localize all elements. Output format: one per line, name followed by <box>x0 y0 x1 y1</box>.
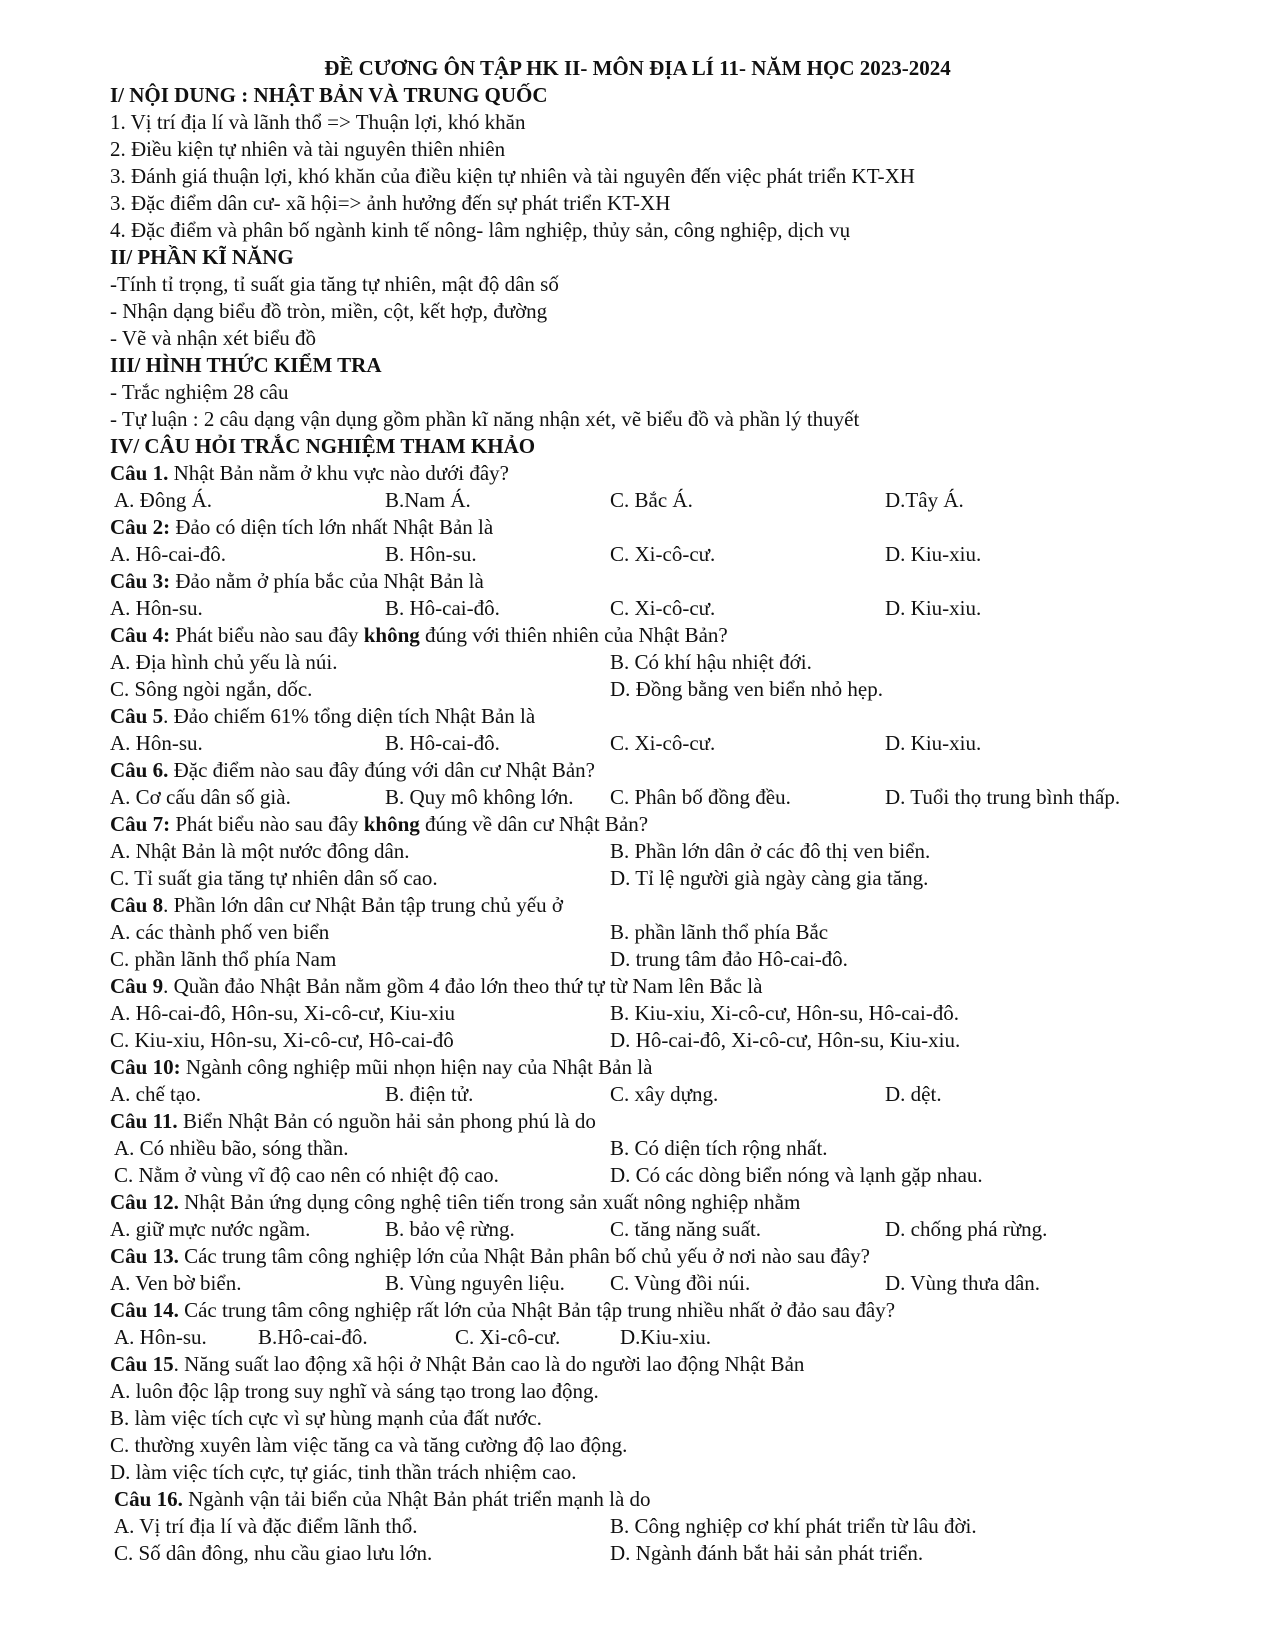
question-text: Ngành công nghiệp mũi nhọn hiện nay của Nhật Bản là <box>180 1055 653 1079</box>
option-c: C. xây dựng. <box>610 1082 719 1106</box>
option-b: B. Hôn-su. <box>385 542 477 566</box>
page-title: ĐỀ CƯƠNG ÔN TẬP HK II- MÔN ĐỊA LÍ 11- NĂM HỌC 2023-2024 <box>324 56 951 80</box>
exam-format-item: - Tự luận : 2 câu dạng vận dụng gồm phần kĩ năng nhận xét, vẽ biểu đồ và phần lý thuyết <box>110 407 860 431</box>
answer-options <box>110 784 1260 811</box>
option-a: A. Có nhiều bão, sóng thần. <box>114 1136 349 1160</box>
question-text: Đảo nằm ở phía bắc của Nhật Bản là <box>170 569 484 593</box>
question-emphasis: không <box>363 812 420 836</box>
question-emphasis: không <box>363 623 420 647</box>
section-heading-content: I/ NỘI DUNG : NHẬT BẢN VÀ TRUNG QUỐC <box>110 83 548 107</box>
question-1 <box>110 460 1260 487</box>
content-item: 1. Vị trí địa lí và lãnh thổ => Thuận lợi, khó khăn <box>110 110 526 134</box>
option-b: B. Có diện tích rộng nhất. <box>610 1136 828 1160</box>
question-label: Câu 13. <box>110 1244 179 1268</box>
option-c: C. Xi-cô-cư. <box>610 596 716 620</box>
answer-options <box>110 1270 1260 1297</box>
option-b: B. Công nghiệp cơ khí phát triển từ lâu đời. <box>610 1514 977 1538</box>
question-label: Câu 11. <box>110 1109 178 1133</box>
content-item: 4. Đặc điểm và phân bố ngành kinh tế nông- lâm nghiệp, thủy sản, công nghiệp, dịch vụ <box>110 218 851 242</box>
answer-options <box>110 1000 1260 1027</box>
option-b: B. bảo vệ rừng. <box>385 1217 515 1241</box>
question-15 <box>110 1351 1260 1378</box>
question-text-pre: Phát biểu nào sau đây <box>170 812 364 836</box>
question-text-pre: Phát biểu nào sau đây <box>170 623 364 647</box>
question-label: Câu 15 <box>110 1352 174 1376</box>
option-c: C. Phân bố đồng đều. <box>610 785 791 809</box>
question-label: Câu 2: <box>110 515 171 539</box>
option-d: D.Tây Á. <box>885 488 964 512</box>
option-a: A. Vị trí địa lí và đặc điểm lãnh thổ. <box>114 1514 418 1538</box>
question-text: . Phần lớn dân cư Nhật Bản tập trung chủ yếu ở <box>163 893 563 917</box>
question-text: Các trung tâm công nghiệp rất lớn của Nhật Bản tập trung nhiều nhất ở đảo sau đây? <box>178 1298 896 1322</box>
exam-format-item: - Trắc nghiệm 28 câu <box>110 380 289 404</box>
option-c: C. Sông ngòi ngắn, dốc. <box>110 677 313 701</box>
answer-options <box>110 1216 1260 1243</box>
skill-item: - Nhận dạng biểu đồ tròn, miền, cột, kết hợp, đường <box>110 299 548 323</box>
answer-options <box>110 1162 1260 1189</box>
question-text: Đảo có diện tích lớn nhất Nhật Bản là <box>170 515 494 539</box>
option-a: A. các thành phố ven biển <box>110 920 330 944</box>
option-a: A. chế tạo. <box>110 1082 201 1106</box>
option-c: C. Nằm ở vùng vĩ độ cao nên có nhiệt độ cao. <box>114 1163 499 1187</box>
option-b: B. Quy mô không lớn. <box>385 785 574 809</box>
content-item: 3. Đánh giá thuận lợi, khó khăn của điều kiện tự nhiên và tài nguyên đến việc phát triển KT-XH <box>110 164 915 188</box>
question-text-post: đúng về dân cư Nhật Bản? <box>419 812 649 836</box>
option-d: D. Hô-cai-đô, Xi-cô-cư, Hôn-su, Kiu-xiu. <box>610 1028 961 1052</box>
skill-item: - Vẽ và nhận xét biểu đồ <box>110 326 317 350</box>
option-b: B. phần lãnh thổ phía Bắc <box>610 920 829 944</box>
answer-options <box>110 919 1260 946</box>
section-heading-exam-format: III/ HÌNH THỨC KIỂM TRA <box>110 353 382 377</box>
option-b: B. làm việc tích cực vì sự hùng mạnh của đất nước. <box>110 1406 542 1430</box>
question-13 <box>110 1243 1260 1270</box>
question-label: Câu 16. <box>114 1487 183 1511</box>
option-c: C. phần lãnh thổ phía Nam <box>110 947 337 971</box>
question-2 <box>110 514 1260 541</box>
option-c: C. Tỉ suất gia tăng tự nhiên dân số cao. <box>110 866 438 890</box>
question-label: Câu 12. <box>110 1190 179 1214</box>
option-b: B. Phần lớn dân ở các đô thị ven biển. <box>610 839 931 863</box>
option-a: A. Địa hình chủ yếu là núi. <box>110 650 338 674</box>
option-d: D. Kiu-xiu. <box>885 542 982 566</box>
question-text: . Quần đảo Nhật Bản nằm gồm 4 đảo lớn theo thứ tự từ Nam lên Bắc là <box>163 974 763 998</box>
answer-options <box>110 730 1260 757</box>
skill-item: -Tính tỉ trọng, tỉ suất gia tăng tự nhiên, mật độ dân số <box>110 272 559 296</box>
option-d: D. Có các dòng biển nóng và lạnh gặp nhau. <box>610 1163 983 1187</box>
option-a: A. Nhật Bản là một nước đông dân. <box>110 839 410 863</box>
option-b: B.Hô-cai-đô. <box>258 1325 368 1349</box>
section-heading-skills: II/ PHẦN KĨ NĂNG <box>110 245 294 269</box>
option-a: A. Ven bờ biển. <box>110 1271 242 1295</box>
option-d: D. Tuổi thọ trung bình thấp. <box>885 785 1121 809</box>
answer-options <box>110 1324 1260 1351</box>
option-d: D. Kiu-xiu. <box>885 596 982 620</box>
question-label: Câu 8 <box>110 893 164 917</box>
option-c: C. Vùng đồi núi. <box>610 1271 751 1295</box>
question-7 <box>110 811 1260 838</box>
content-item: 2. Điều kiện tự nhiên và tài nguyên thiên nhiên <box>110 137 506 161</box>
question-6 <box>110 757 1260 784</box>
answer-options <box>110 838 1260 865</box>
answer-options <box>110 946 1260 973</box>
answer-options <box>110 487 1260 514</box>
option-b: B. Kiu-xiu, Xi-cô-cư, Hôn-su, Hô-cai-đô. <box>610 1001 960 1025</box>
question-label: Câu 10: <box>110 1055 181 1079</box>
question-label: Câu 4: <box>110 623 171 647</box>
option-c: C. thường xuyên làm việc tăng ca và tăng cường độ lao động. <box>110 1433 628 1457</box>
option-a: A. Hôn-su. <box>110 731 203 755</box>
question-11 <box>110 1108 1260 1135</box>
question-label: Câu 1. <box>110 461 169 485</box>
option-d: D. dệt. <box>885 1082 942 1106</box>
question-8 <box>110 892 1260 919</box>
content-item: 3. Đặc điểm dân cư- xã hội=> ảnh hưởng đến sự phát triển KT-XH <box>110 191 671 215</box>
question-text: Nhật Bản nằm ở khu vực nào dưới đây? <box>168 461 510 485</box>
question-text: Các trung tâm công nghiệp lớn của Nhật Bản phân bố chủ yếu ở nơi nào sau đây? <box>178 1244 870 1268</box>
question-14 <box>110 1297 1260 1324</box>
answer-options <box>110 865 1260 892</box>
option-a: A. luôn độc lập trong suy nghĩ và sáng tạo trong lao động. <box>110 1379 599 1403</box>
option-c: C. Xi-cô-cư. <box>610 542 716 566</box>
question-text: Nhật Bản ứng dụng công nghệ tiên tiến trong sản xuất nông nghiệp nhằm <box>178 1190 801 1214</box>
question-text-post: đúng với thiên nhiên của Nhật Bản? <box>419 623 728 647</box>
option-d: D. Đồng bằng ven biển nhỏ hẹp. <box>610 677 883 701</box>
option-d: D. Kiu-xiu. <box>885 731 982 755</box>
option-b: B. Hô-cai-đô. <box>385 596 500 620</box>
answer-options <box>110 649 1260 676</box>
question-12 <box>110 1189 1260 1216</box>
option-a: A. Đông Á. <box>114 488 212 512</box>
answer-options <box>110 1540 1260 1567</box>
option-b: B. điện tử. <box>385 1082 474 1106</box>
option-a: A. Hôn-su. <box>110 596 203 620</box>
question-5 <box>110 703 1260 730</box>
option-c: C. tăng năng suất. <box>610 1217 762 1241</box>
question-9 <box>110 973 1260 1000</box>
option-c: C. Xi-cô-cư. <box>610 731 716 755</box>
answer-options <box>110 541 1260 568</box>
question-label: Câu 14. <box>110 1298 179 1322</box>
option-d: D. trung tâm đảo Hô-cai-đô. <box>610 947 848 971</box>
answer-options <box>110 676 1260 703</box>
option-d: D. Vùng thưa dân. <box>885 1271 1041 1295</box>
section-heading-questions: IV/ CÂU HỎI TRẮC NGHIỆM THAM KHẢO <box>110 434 536 458</box>
question-16 <box>110 1486 1260 1513</box>
question-label: Câu 3: <box>110 569 171 593</box>
option-d: D.Kiu-xiu. <box>620 1325 711 1349</box>
option-d: D. làm việc tích cực, tự giác, tinh thần trách nhiệm cao. <box>110 1460 577 1484</box>
option-d: D. Tỉ lệ người già ngày càng gia tăng. <box>610 866 929 890</box>
document-body <box>110 82 1260 1567</box>
option-d: D. chống phá rừng. <box>885 1217 1048 1241</box>
question-label: Câu 7: <box>110 812 171 836</box>
question-text: . Đảo chiếm 61% tổng diện tích Nhật Bản là <box>163 704 536 728</box>
question-label: Câu 6. <box>110 758 169 782</box>
question-10 <box>110 1054 1260 1081</box>
option-b: B. Vùng nguyên liệu. <box>385 1271 565 1295</box>
option-a: A. Cơ cấu dân số già. <box>110 785 291 809</box>
question-4 <box>110 622 1260 649</box>
answer-options <box>110 595 1260 622</box>
option-d: D. Ngành đánh bắt hải sản phát triển. <box>610 1541 924 1565</box>
option-c: C. Số dân đông, nhu cầu giao lưu lớn. <box>114 1541 433 1565</box>
question-text: Biển Nhật Bản có nguồn hải sản phong phú là do <box>177 1109 596 1133</box>
option-a: A. Hô-cai-đô. <box>110 542 227 566</box>
answer-options <box>110 1081 1260 1108</box>
option-c: C. Kiu-xiu, Hôn-su, Xi-cô-cư, Hô-cai-đô <box>110 1028 454 1052</box>
option-c: C. Bắc Á. <box>610 488 693 512</box>
question-3 <box>110 568 1260 595</box>
option-a: A. Hô-cai-đô, Hôn-su, Xi-cô-cư, Kiu-xiu <box>110 1001 455 1025</box>
question-text: Ngành vận tải biển của Nhật Bản phát triển mạnh là do <box>182 1487 651 1511</box>
question-label: Câu 9 <box>110 974 164 998</box>
option-b: B.Nam Á. <box>385 488 471 512</box>
question-label: Câu 5 <box>110 704 164 728</box>
answer-options <box>110 1027 1260 1054</box>
option-a: A. giữ mực nước ngầm. <box>110 1217 311 1241</box>
option-c: C. Xi-cô-cư. <box>455 1325 561 1349</box>
option-b: B. Có khí hậu nhiệt đới. <box>610 650 812 674</box>
answer-options <box>110 1135 1260 1162</box>
question-text: . Năng suất lao động xã hội ở Nhật Bản cao là do người lao động Nhật Bản <box>173 1352 805 1376</box>
answer-options <box>110 1513 1260 1540</box>
option-b: B. Hô-cai-đô. <box>385 731 500 755</box>
option-a: A. Hôn-su. <box>114 1325 207 1349</box>
question-text: Đặc điểm nào sau đây đúng với dân cư Nhật Bản? <box>168 758 595 782</box>
